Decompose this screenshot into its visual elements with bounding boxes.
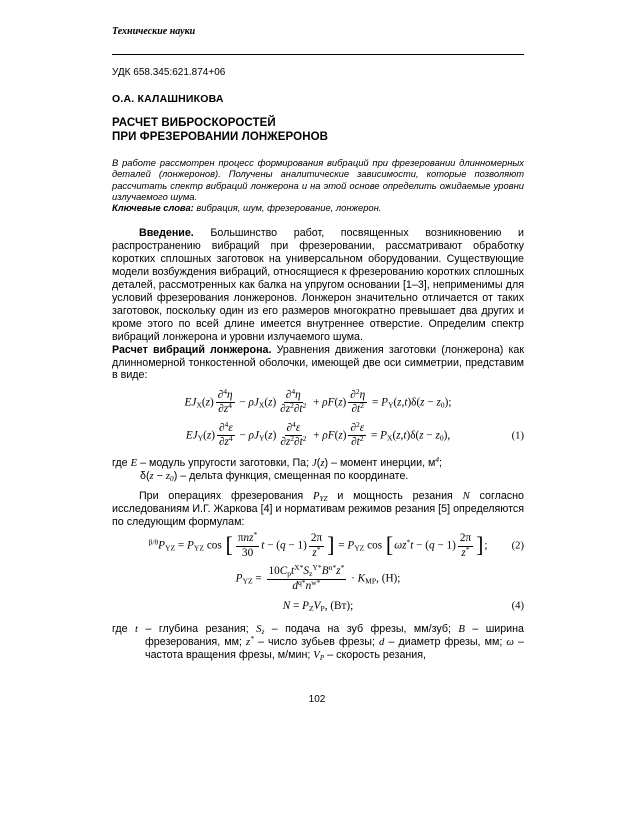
equation-1a-content: $EJ_X(z)$ $\frac{\partial^4\eta}{\partial z^4}$ − $\rho J_X(z)$ $\frac{\partial^4\eta}{\partial z^2\partial t^2}$ + ρF(z) $\frac{\partial^2\eta}{\partial t^2}$ = $P_Y(z,t)\delta(z - z_0)$; bbox=[184, 386, 452, 416]
equation-system-1 bbox=[112, 387, 524, 451]
where-clause-1 bbox=[112, 457, 524, 470]
udk-number: УДК 658.345:621.874+06 bbox=[112, 67, 226, 78]
author-name: О.А. КАЛАШНИКОВА bbox=[112, 93, 224, 105]
keywords-label: Ключевые слова: bbox=[112, 202, 194, 214]
equation-3-content: $P_{YZ}$ = $\frac{10C_pt^{X*}S_z^{Y*}B^{n*}z^*}{d^{q*}n^{w*}}$ · $K_{MP}$, (Н); bbox=[235, 563, 401, 592]
equation-3 bbox=[112, 564, 524, 595]
keywords-line bbox=[112, 202, 524, 213]
title-line-2: ПРИ ФРЕЗЕРОВАНИИ ЛОНЖЕРОНОВ bbox=[112, 130, 329, 143]
where-clause-2-text: где t – глубина резания; $S_z$ – подача на зуб фрезы, мм/зуб; B – ширина фрезерования, мм; z* – число зубьев фрезы; d – диаметр фрезы, мм; ω – частота вращения фрезы, м/мин; $V_P$ – скорость резания, bbox=[112, 622, 524, 662]
article-title bbox=[112, 117, 524, 144]
calc-heading: Расчет вибраций лонжерона. bbox=[112, 343, 272, 356]
header-divider bbox=[112, 54, 524, 55]
equation-2-content: $^{\beta/\theta}P_{YZ} = P_{YZ}$ cos [ $\frac{\pi nz^*}{30}$ t − (q − 1) $\frac{2\pi}{z^*}$ ] = $P_{YZ}$ cos [ωz*t − (q − 1) $\frac{2\pi}{z^*}$ ]; bbox=[148, 530, 488, 559]
title-line-1: РАСЧЕТ ВИБРОСКОРОСТЕЙ bbox=[112, 117, 276, 129]
where-clause-2 bbox=[112, 623, 524, 662]
intro-heading: Введение. bbox=[139, 227, 194, 240]
equation-1b bbox=[112, 420, 524, 451]
abstract-text: В работе рассмотрен процесс формирования вибраций при фрезеровании длинномерных деталей (лонжеронов). Получены аналитические зависимости, которые позволяют рассчитать спектр вибраций лонжерона и на этой основе определить ожидаемые уровни излучаемого шума. bbox=[112, 157, 524, 202]
equation-2 bbox=[112, 531, 524, 562]
equation-4 bbox=[112, 597, 524, 615]
equation-4-content: $N = P_ZV_P$, (Вт); bbox=[282, 599, 354, 613]
keywords-text: вибрация, шум, фрезерование, лонжерон. bbox=[193, 202, 382, 214]
where-clause-1-line2 bbox=[112, 470, 524, 483]
where-clause-1-text: где E – модуль упругости заготовки, Па; J(z) – момент инерции, $м^4$; bbox=[112, 456, 443, 470]
running-head: Технические науки bbox=[112, 26, 196, 37]
page-number: 102 bbox=[308, 694, 326, 705]
calc-text: Уравнения движения заготовки (лонжерона) как длинномерной тонкостенной оболочки, имеющей две оси симметрии, представим в виде: bbox=[112, 343, 524, 382]
paragraph-forces-text: При операциях фрезерования $P_{YZ}$ и мощность резания N согласно исследованиям И.Г. Жаркова [4] и нормативам режимов резания [5] определяются по следующим формулам: bbox=[112, 490, 524, 528]
equation-2-number: (2) bbox=[511, 540, 524, 552]
intro-text: Большинство работ, посвященных возникновению и распространению вибраций при фрезеровании, рассматривают обработку коротких сплошных заготовок на универсальном оборудовании. Существующие модели возбуждения вибраций, относящиеся к фрезерованию коротких сплошных деталей, рассмотренных как балка на упругом основании [1–3], неприменимы для условий фрезерования лонжеронов. Лонжерон значительно отличается от таких заготовок, поскольку один из его размеров многократно превышает два других и кроме этого по всей длине имеется внутреннее отверстие. Определим спектр вибраций лонжерона и уровни излучаемого шума. bbox=[112, 227, 524, 343]
equation-1-number: (1) bbox=[511, 430, 524, 442]
paragraph-forces bbox=[112, 490, 524, 529]
where-clause-1-line2-text: $\delta(z - z_0)$ – дельта функция, смещенная по координате. bbox=[140, 470, 409, 484]
equation-1b-content: $EJ_Y(z)$ $\frac{\partial^4\varepsilon}{\partial z^4}$ − $\rho J_Y(z)$ $\frac{\partial^4\varepsilon}{\partial z^2\partial t^2}$ + ρF(z) $\frac{\partial^2\varepsilon}{\partial t^2}$ = $P_X(z,t)\delta(z - z_0)$, bbox=[185, 419, 451, 449]
equation-4-number: (4) bbox=[511, 600, 524, 612]
paragraph-calc bbox=[112, 344, 524, 383]
equation-1a bbox=[112, 387, 524, 418]
paragraph-intro bbox=[112, 227, 524, 343]
